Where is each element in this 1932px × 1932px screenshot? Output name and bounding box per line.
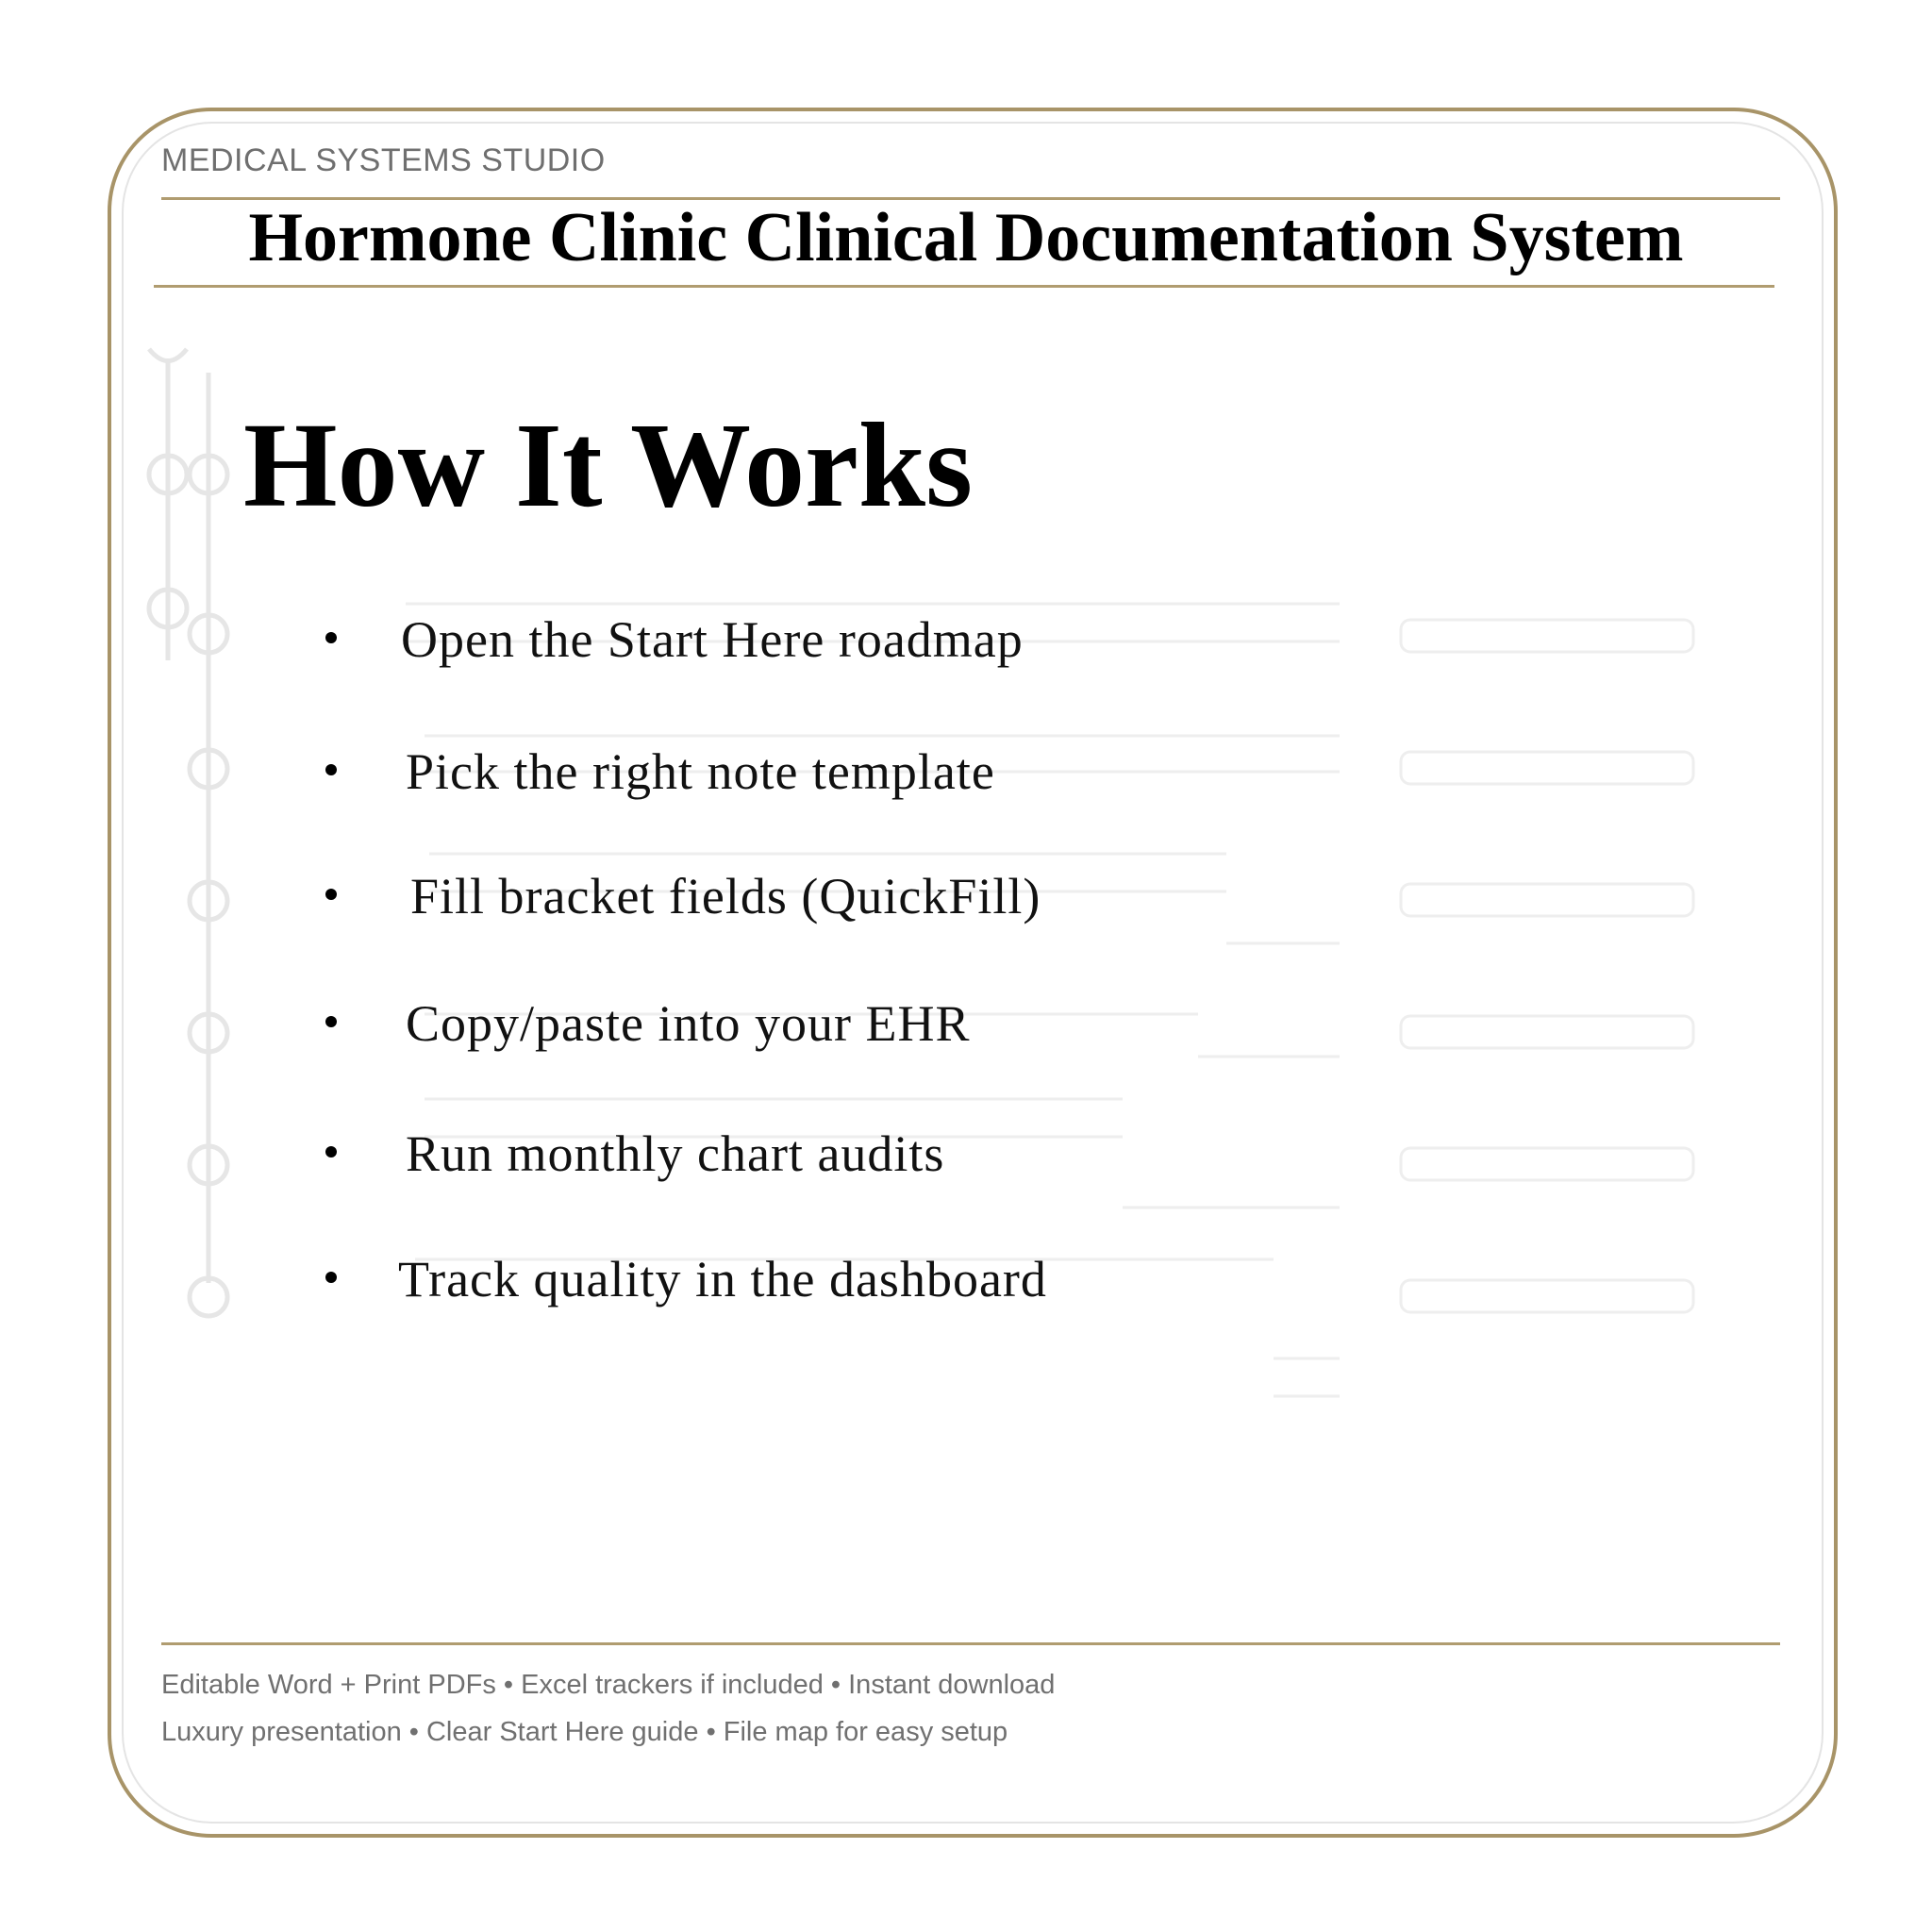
step-text: Open the Start Here roadmap <box>401 611 1024 668</box>
bullet-icon <box>325 1016 337 1027</box>
bullet-icon <box>325 1272 337 1283</box>
bullet-icon <box>325 889 337 900</box>
footer-line-2: Luxury presentation • Clear Start Here guide • File map for easy setup <box>161 1717 1008 1747</box>
bullet-icon <box>325 1146 337 1158</box>
step-text: Pick the right note template <box>406 743 995 800</box>
step-text: Copy/paste into your EHR <box>406 995 971 1052</box>
document-title: Hormone Clinic Clinical Documentation System <box>248 199 1684 276</box>
section-heading: How It Works <box>243 398 973 532</box>
bullet-icon <box>325 764 337 775</box>
step-text: Track quality in the dashboard <box>398 1251 1047 1307</box>
step-text: Run monthly chart audits <box>406 1125 945 1182</box>
brand-label: MEDICAL SYSTEMS STUDIO <box>161 142 606 178</box>
bullet-icon <box>325 632 337 643</box>
footer-rule <box>161 1642 1780 1645</box>
step-text: Fill bracket fields (QuickFill) <box>410 868 1041 924</box>
footer-line-1: Editable Word + Print PDFs • Excel trackers if included • Instant download <box>161 1670 1056 1700</box>
